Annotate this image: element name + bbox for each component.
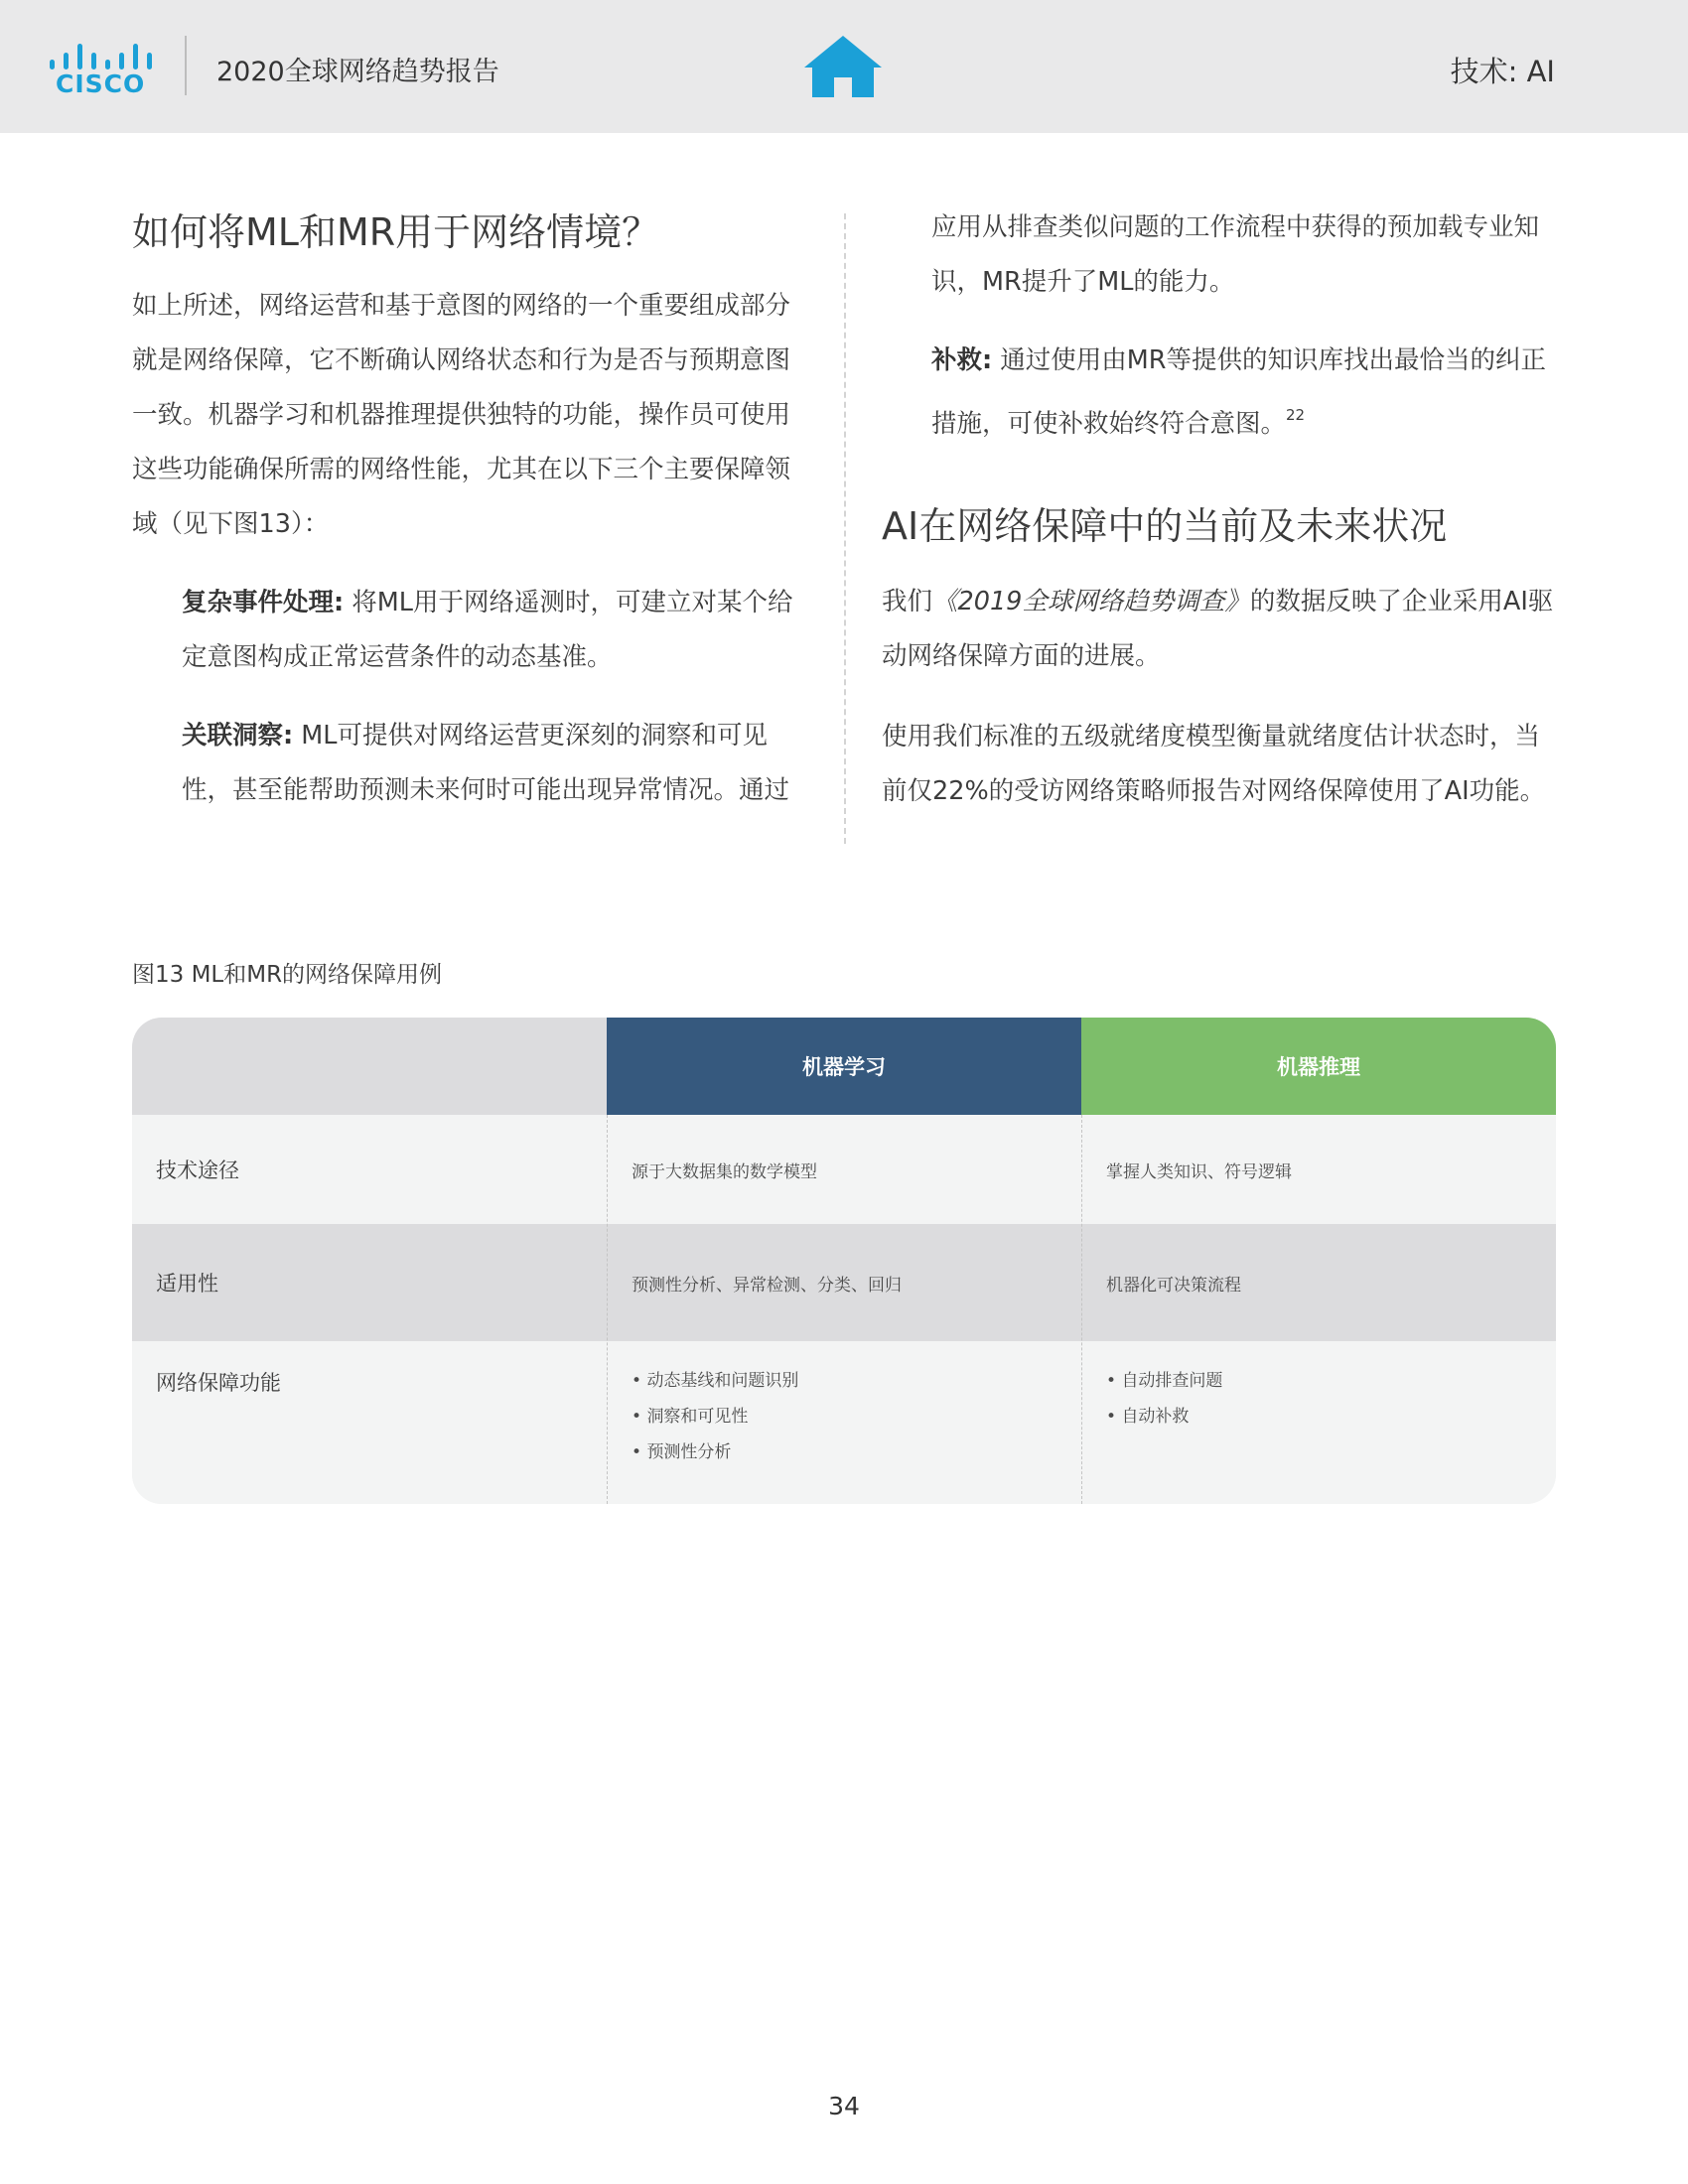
list-item: • 预测性分析: [632, 1434, 1081, 1470]
list-item: • 洞察和可见性: [632, 1399, 1081, 1434]
header-ml: 机器学习: [607, 1018, 1081, 1115]
intro-paragraph: 如上所述，网络运营和基于意图的网络的一个重要组成部分就是网络保障，它不断确认网络状态和行为是否与预期意图一致。机器学习和机器推理提供独特的功能，操作员可使用这些功能确保所需的网络性能，尤其在以下三个主要保障领域（见下图13）：: [132, 291, 791, 539]
page-number: 34: [828, 2092, 860, 2120]
list-item: • 自动排查问题: [1106, 1363, 1556, 1399]
figure-caption: 图13 ML和MR的网络保障用例: [132, 962, 443, 988]
item-label: 关联洞察:: [182, 721, 294, 751]
row-label: 技术途径: [156, 1159, 239, 1182]
section-label: 技术: AI: [1450, 55, 1555, 88]
cisco-logo[interactable]: [48, 40, 159, 97]
survey-title: 《2019全球网络趋势调查》: [932, 587, 1250, 616]
item-text: 将ML用于网络遥测时，可建立对某个给定意图构成正常运营条件的动态基准。: [182, 588, 793, 672]
list-item-event-processing: [132, 576, 807, 685]
table-row: [132, 1224, 1556, 1341]
home-icon[interactable]: [802, 34, 884, 99]
mr-cell: 掌握人类知识、符号逻辑: [1106, 1161, 1292, 1182]
left-heading: 如何将ML和MR用于网络情境？: [132, 210, 660, 254]
para-text: 我们: [882, 587, 933, 616]
header-mr: 机器推理: [1081, 1018, 1556, 1115]
list-item: • 动态基线和问题识别: [632, 1363, 1081, 1399]
ml-cell: 预测性分析、异常检测、分类、回归: [632, 1275, 902, 1296]
item-text: 通过使用由MR等提供的知识库找出最恰当的纠正措施，可使补救始终符合意图。: [931, 345, 1547, 439]
footnote-ref[interactable]: 22: [1286, 406, 1306, 424]
table-row: [132, 1341, 1556, 1504]
cisco-logo-text: CISCO: [56, 69, 146, 98]
table-header-row: [132, 1018, 1556, 1115]
cisco-bars-icon: [48, 40, 159, 69]
header-divider: [185, 36, 187, 95]
list-item-insight: [132, 709, 807, 818]
header-empty-cell: [132, 1018, 607, 1115]
report-title: 2020全球网络趋势报告: [216, 57, 499, 87]
para-text: 的数据反映了企业采用AI驱动网络保障方面的进展。: [882, 587, 1554, 671]
item-label: 复杂事件处理:: [182, 588, 345, 617]
mr-feature-list: [1106, 1363, 1556, 1434]
right-heading: AI在网络保障中的当前及未来状况: [882, 504, 1448, 548]
continued-text: 应用从排查类似问题的工作流程中获得的预加载专业知识，MR提升了ML的能力。: [931, 212, 1540, 297]
item-label: 补救:: [931, 345, 993, 375]
table-row: [132, 1115, 1556, 1224]
mr-cell: [1081, 1341, 1556, 1504]
survey-paragraph: [882, 575, 1557, 684]
table-divider: [607, 1115, 608, 1504]
column-divider: [844, 213, 846, 844]
list-item-remediation: [882, 334, 1557, 452]
item-text: ML可提供对网络运营更深刻的洞察和可见性，甚至能帮助预测未来何时可能出现异常情况。通过: [182, 721, 790, 805]
list-item: • 自动补救: [1106, 1399, 1556, 1434]
page-header: [0, 0, 1688, 133]
ml-cell: 源于大数据集的数学模型: [632, 1161, 817, 1182]
table-divider: [1081, 1115, 1082, 1504]
left-column: [132, 205, 807, 818]
row-label: 适用性: [156, 1272, 218, 1296]
row-label: 网络保障功能: [156, 1371, 281, 1395]
ml-cell: [607, 1341, 1081, 1504]
mr-cell: 机器化可决策流程: [1106, 1275, 1241, 1296]
readiness-paragraph: 使用我们标准的五级就绪度模型衡量就绪度估计状态时，当前仅22%的受访网络策略师报告对网络保障使用了AI功能。: [882, 722, 1546, 806]
right-column: [882, 201, 1557, 819]
use-case-table: [132, 1018, 1556, 1504]
ml-feature-list: [632, 1363, 1081, 1470]
